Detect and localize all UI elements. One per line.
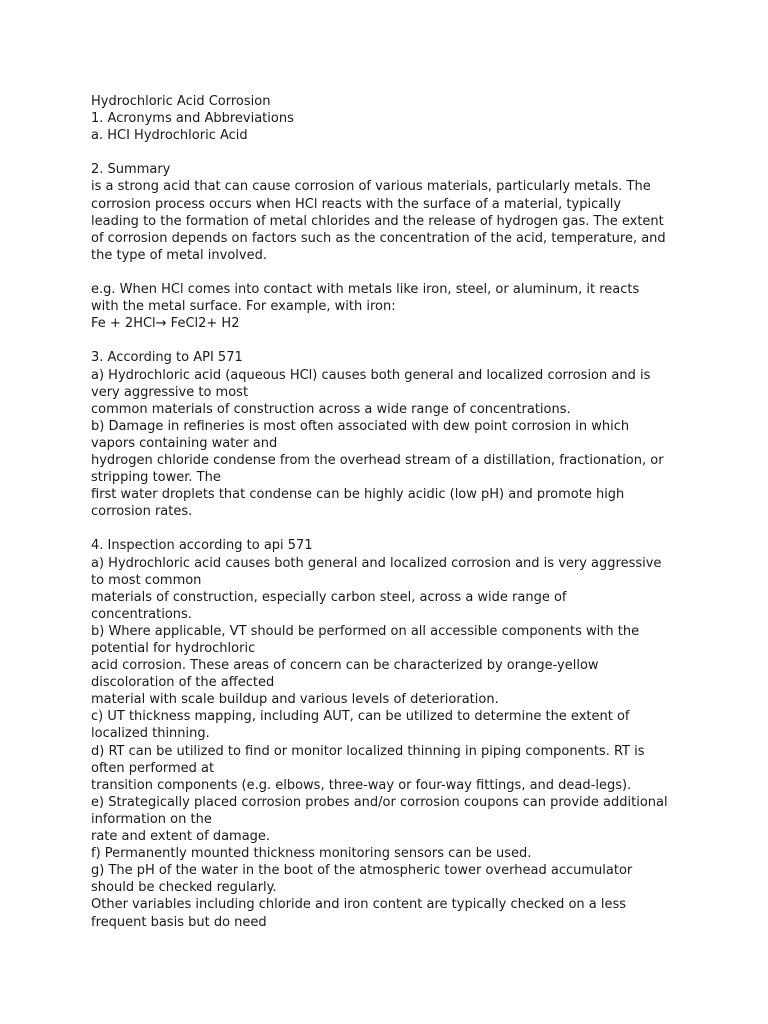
text-line: transition components (e.g. elbows, three-way or four-way fittings, and dead-legs).: [91, 777, 632, 793]
text-line: Hydrochloric Acid Corrosion: [91, 94, 271, 109]
text-line: 4. Inspection according to api 571: [91, 538, 313, 554]
blank-line: [91, 264, 691, 281]
text-line: materials of construction, especially carbon steel, across a wide range of: [91, 589, 567, 605]
text-line: a. HCI Hydrochloric Acid: [91, 128, 248, 144]
text-line: Fe + 2HCl→ FeCl2+ H2: [91, 316, 240, 332]
text-line: often performed at: [91, 760, 215, 776]
text-line: vapors containing water and: [91, 435, 278, 451]
blank-line: [91, 520, 691, 537]
text-line: frequent basis but do need: [91, 914, 267, 930]
text-line: e) Strategically placed corrosion probes and/or corrosion coupons can provide additional: [91, 794, 668, 810]
text-line: 3. According to API 571: [91, 350, 243, 366]
text-line: 2. Summary: [91, 162, 171, 178]
text-line: with the metal surface. For example, with iron:: [91, 299, 396, 315]
text-line: e.g. When HCl comes into contact with metals like iron, steel, or aluminum, it reacts: [91, 282, 640, 298]
text-line: b) Where applicable, VT should be performed on all accessible components with the: [91, 623, 640, 639]
text-line: leading to the formation of metal chlorides and the release of hydrogen gas. The extent: [91, 213, 664, 229]
text-line: discoloration of the affected: [91, 675, 275, 691]
text-line: a) Hydrochloric acid causes both general and localized corrosion and is very aggressive: [91, 555, 662, 571]
text-line: 1. Acronyms and Abbreviations: [91, 111, 294, 127]
text-line: common materials of construction across a wide range of concentrations.: [91, 401, 571, 417]
text-line: hydrogen chloride condense from the overhead stream of a distillation, fractionation, or: [91, 452, 664, 468]
text-line: is a strong acid that can cause corrosion of various materials, particularly metals. The: [91, 179, 651, 195]
text-line: f) Permanently mounted thickness monitoring sensors can be used.: [91, 846, 532, 862]
text-line: concentrations.: [91, 606, 192, 622]
text-line: information on the: [91, 811, 212, 827]
text-line: g) The pH of the water in the boot of the atmospheric tower overhead accumulator: [91, 863, 633, 879]
text-line: potential for hydrochloric: [91, 641, 256, 656]
text-line: material with scale buildup and various levels of deterioration.: [91, 692, 499, 708]
text-line: very aggressive to most: [91, 384, 249, 400]
document-page: [91, 93, 691, 931]
text-line: to most common: [91, 572, 202, 588]
text-line: the type of metal involved.: [91, 247, 267, 263]
text-line: a) Hydrochloric acid (aqueous HCl) causes both general and localized corrosion and is: [91, 367, 651, 383]
text-line: b) Damage in refineries is most often associated with dew point corrosion in which: [91, 418, 630, 434]
text-line: localized thinning.: [91, 726, 210, 742]
text-line: corrosion rates.: [91, 504, 193, 520]
text-line: d) RT can be utilized to find or monitor localized thinning in piping components. RT is: [91, 743, 645, 759]
blank-line: [91, 332, 691, 349]
text-line: corrosion process occurs when HCl reacts with the surface of a material, typically: [91, 196, 622, 212]
text-line: stripping tower. The: [91, 470, 221, 486]
text-line: c) UT thickness mapping, including AUT, can be utilized to determine the extent of: [91, 709, 630, 725]
text-line: acid corrosion. These areas of concern can be characterized by orange-yellow: [91, 658, 599, 674]
text-line: first water droplets that condense can be highly acidic (low pH) and promote high: [91, 487, 625, 503]
text-line: Other variables including chloride and iron content are typically checked on a less: [91, 897, 627, 913]
text-line: should be checked regularly.: [91, 880, 277, 896]
text-line: of corrosion depends on factors such as the concentration of the acid, temperature, and: [91, 230, 666, 246]
text-line: rate and extent of damage.: [91, 829, 271, 845]
blank-line: [91, 144, 691, 161]
